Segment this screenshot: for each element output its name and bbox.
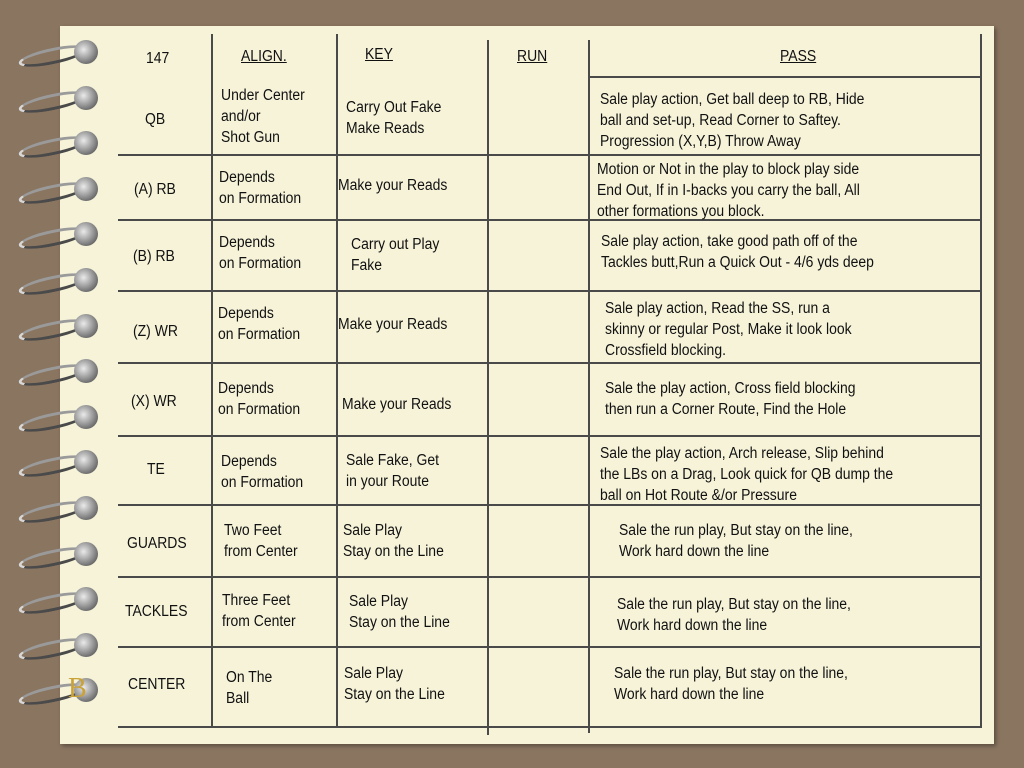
row-position: (Z) WR: [133, 323, 178, 340]
row-position: (X) WR: [131, 393, 177, 410]
binding-hole: [74, 86, 98, 110]
row-align: Under Center and/or Shot Gun: [221, 87, 305, 146]
binding-hole: [74, 496, 98, 520]
header-run: RUN: [517, 48, 548, 65]
row-align: Three Feet from Center: [222, 592, 296, 630]
logo-b: B: [68, 673, 87, 704]
row-align: Depends on Formation: [219, 169, 302, 207]
row-align: Two Feet from Center: [224, 522, 298, 560]
row-key: Sale Play Stay on the Line: [343, 522, 444, 560]
row-position: CENTER: [128, 676, 186, 693]
row-align: Depends on Formation: [219, 234, 302, 272]
header-align: ALIGN.: [241, 48, 287, 65]
row-pass: Sale play action, Get ball deep to RB, Hide ball and set-up, Read Corner to Saftey. Progression (X,Y,B) Throw Away: [600, 91, 865, 150]
play-number: 147: [146, 50, 170, 67]
row-position: (B) RB: [133, 248, 175, 265]
row-position: GUARDS: [127, 535, 187, 552]
row-pass: Sale the play action, Cross field blocking then run a Corner Route, Find the Hole: [605, 380, 856, 418]
row-align: Depends on Formation: [221, 453, 304, 491]
binding-hole: [74, 314, 98, 338]
binding-hole: [74, 40, 98, 64]
row-pass: Sale the run play, But stay on the line, Work hard down the line: [617, 596, 851, 634]
binding-hole: [74, 542, 98, 566]
row-pass: Motion or Not in the play to block play side End Out, If in I-backs you carry the ball, All other formations you block.: [597, 161, 860, 220]
row-align: On The Ball: [226, 669, 273, 707]
row-key: Carry out Play Fake: [351, 236, 440, 274]
row-position: TE: [147, 461, 165, 478]
row-key: Sale Play Stay on the Line: [344, 665, 445, 703]
row-align: Depends on Formation: [218, 380, 301, 418]
binding-hole: [74, 268, 98, 292]
binding-hole: [74, 633, 98, 657]
header-pass: PASS: [780, 48, 817, 65]
binding-hole: [74, 587, 98, 611]
binding-hole: [74, 405, 98, 429]
row-pass: Sale the run play, But stay on the line, Work hard down the line: [614, 665, 848, 703]
binding-hole: [74, 131, 98, 155]
row-key: Make your Reads: [338, 177, 448, 194]
row-pass: Sale play action, Read the SS, run a skinny or regular Post, Make it look look Crossfield blocking.: [605, 300, 852, 359]
row-pass: Sale play action, take good path off of the Tackles butt,Run a Quick Out - 4/6 yds deep: [601, 233, 874, 271]
row-position: TACKLES: [125, 603, 188, 620]
row-key: Make your Reads: [342, 396, 452, 413]
row-key: Sale Fake, Get in your Route: [346, 452, 440, 490]
row-key: Sale Play Stay on the Line: [349, 593, 450, 631]
binding-hole: [74, 177, 98, 201]
header-key: KEY: [365, 46, 393, 63]
row-pass: Sale the run play, But stay on the line, Work hard down the line: [619, 522, 853, 560]
row-position: QB: [145, 111, 166, 128]
row-pass: Sale the play action, Arch release, Slip behind the LBs on a Drag, Look quick for QB dump the ball on Hot Route &/or Pressure: [600, 445, 894, 504]
row-key: Carry Out Fake Make Reads: [346, 99, 442, 137]
row-key: Make your Reads: [338, 316, 448, 333]
row-position: (A) RB: [134, 181, 176, 198]
binding-hole: [74, 359, 98, 383]
row-align: Depends on Formation: [218, 305, 301, 343]
